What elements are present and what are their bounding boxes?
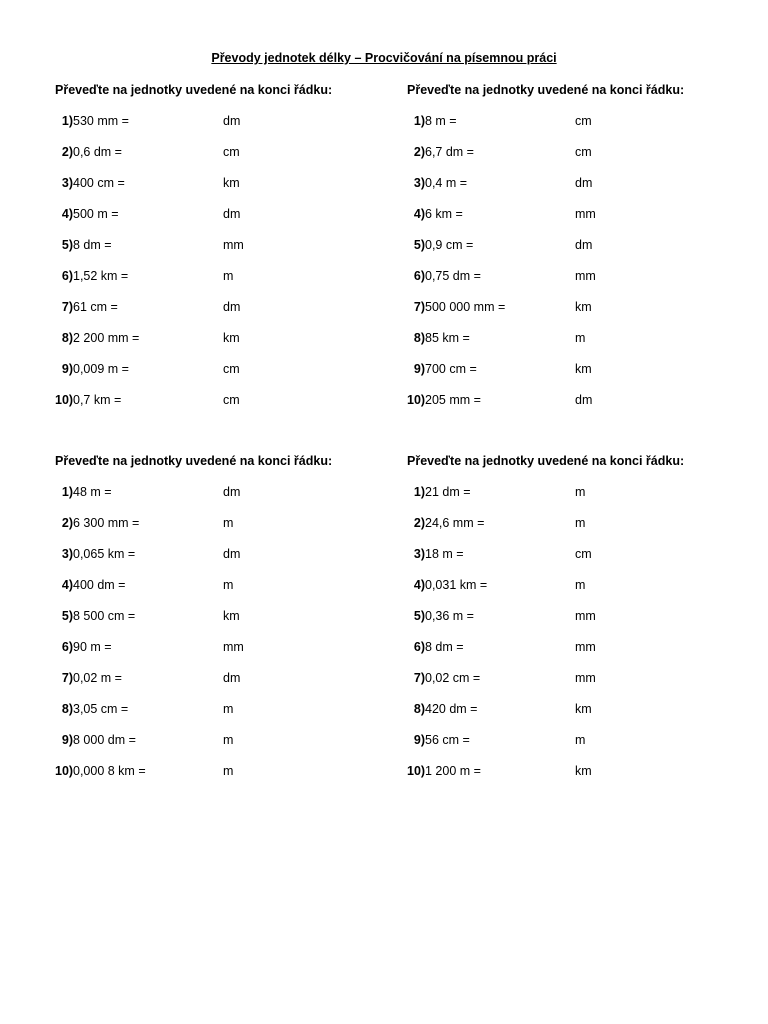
row-expression: 3,05 cm = — [73, 702, 129, 716]
row-number: 8) — [413, 331, 425, 345]
row-expression: 18 m = — [425, 547, 464, 561]
row-expression: 205 mm = — [425, 393, 481, 407]
row-target-unit: cm — [575, 145, 592, 159]
row-expression: 6,7 dm = — [425, 145, 474, 159]
row-target-unit: km — [223, 609, 240, 623]
row-expression: 400 cm = — [73, 176, 125, 190]
exercise-row — [55, 578, 395, 594]
row-number: 2) — [61, 516, 73, 530]
row-number: 4) — [61, 207, 73, 221]
row-expression: 8 m = — [425, 114, 457, 128]
row-target-unit: km — [223, 176, 240, 190]
exercise-row — [55, 176, 395, 192]
row-number: 9) — [61, 733, 73, 747]
row-expression: 8 000 dm = — [73, 733, 136, 747]
row-target-unit: dm — [575, 393, 593, 407]
exercise-row — [55, 331, 395, 347]
row-expression: 0,02 cm = — [425, 671, 481, 685]
row-target-unit: mm — [575, 269, 596, 283]
exercise-row — [407, 516, 747, 532]
exercise-row — [55, 733, 395, 749]
row-number: 4) — [413, 207, 425, 221]
page-title: Převody jednotek délky – Procvičování na písemnou práci — [211, 51, 557, 65]
row-expression: 1,52 km = — [73, 269, 129, 283]
row-number: 5) — [413, 609, 425, 623]
row-expression: 500 000 mm = — [425, 300, 506, 314]
row-number: 1) — [61, 485, 73, 499]
exercise-row — [407, 578, 747, 594]
exercise-row — [407, 207, 747, 223]
row-number: 5) — [61, 609, 73, 623]
exercise-row — [407, 331, 747, 347]
row-number: 6) — [61, 269, 73, 283]
exercise-row — [55, 238, 395, 254]
row-number: 1) — [413, 485, 425, 499]
row-target-unit: cm — [575, 114, 592, 128]
row-expression: 90 m = — [73, 640, 112, 654]
row-number: 10) — [407, 393, 426, 407]
row-number: 2) — [413, 145, 425, 159]
row-expression: 0,4 m = — [425, 176, 468, 190]
row-target-unit: mm — [575, 207, 596, 221]
exercise-row — [55, 362, 395, 378]
row-target-unit: m — [575, 733, 586, 747]
exercise-row — [407, 733, 747, 749]
row-number: 6) — [61, 640, 73, 654]
exercise-row — [55, 609, 395, 625]
row-number: 7) — [61, 300, 73, 314]
row-number: 9) — [61, 362, 73, 376]
row-target-unit: dm — [223, 485, 241, 499]
row-target-unit: dm — [223, 547, 241, 561]
exercise-row — [407, 114, 747, 130]
exercise-row — [55, 114, 395, 130]
exercise-row — [407, 238, 747, 254]
exercise-row — [407, 362, 747, 378]
row-target-unit: cm — [575, 547, 592, 561]
row-target-unit: m — [575, 331, 586, 345]
row-number: 8) — [61, 702, 73, 716]
row-target-unit: m — [223, 269, 234, 283]
row-expression: 530 mm = — [73, 114, 129, 128]
row-expression: 6 300 mm = — [73, 516, 140, 530]
block-heading: Převeďte na jednotky uvedené na konci řádku: — [407, 454, 685, 468]
row-target-unit: dm — [223, 207, 241, 221]
exercise-row — [55, 207, 395, 223]
row-expression: 700 cm = — [425, 362, 477, 376]
row-expression: 1 200 m = — [425, 764, 481, 778]
row-target-unit: mm — [575, 640, 596, 654]
row-target-unit: mm — [575, 671, 596, 685]
row-target-unit: cm — [223, 145, 240, 159]
row-number: 10) — [55, 764, 74, 778]
row-expression: 6 km = — [425, 207, 463, 221]
row-number: 8) — [413, 702, 425, 716]
row-number: 7) — [413, 671, 425, 685]
row-number: 5) — [413, 238, 425, 252]
row-target-unit: mm — [223, 238, 244, 252]
exercise-row — [55, 764, 395, 780]
row-number: 7) — [413, 300, 425, 314]
exercise-row — [407, 145, 747, 161]
row-target-unit: m — [575, 485, 586, 499]
row-expression: 61 cm = — [73, 300, 118, 314]
row-number: 2) — [61, 145, 73, 159]
row-target-unit: km — [223, 331, 240, 345]
row-expression: 420 dm = — [425, 702, 478, 716]
row-target-unit: m — [223, 733, 234, 747]
row-target-unit: m — [223, 702, 234, 716]
row-target-unit: m — [223, 516, 234, 530]
row-target-unit: m — [223, 764, 234, 778]
exercise-row — [407, 764, 747, 780]
row-number: 3) — [413, 547, 425, 561]
exercise-row — [407, 702, 747, 718]
row-expression: 56 cm = — [425, 733, 470, 747]
exercise-row — [55, 671, 395, 687]
row-expression: 48 m = — [73, 485, 112, 499]
row-number: 4) — [413, 578, 425, 592]
exercise-row — [407, 485, 747, 501]
exercise-row — [55, 516, 395, 532]
row-expression: 0,75 dm = — [425, 269, 481, 283]
row-expression: 21 dm = — [425, 485, 471, 499]
row-number: 6) — [413, 640, 425, 654]
exercise-row — [55, 145, 395, 161]
exercise-row — [407, 300, 747, 316]
row-target-unit: cm — [223, 362, 240, 376]
row-target-unit: km — [575, 764, 592, 778]
row-expression: 8 dm = — [73, 238, 112, 252]
row-target-unit: m — [575, 578, 586, 592]
exercise-row — [55, 640, 395, 656]
exercise-row — [55, 300, 395, 316]
exercise-row — [55, 485, 395, 501]
exercise-row — [407, 547, 747, 563]
row-target-unit: km — [575, 702, 592, 716]
row-number: 10) — [407, 764, 426, 778]
row-number: 1) — [413, 114, 425, 128]
row-expression: 0,000 8 km = — [73, 764, 146, 778]
row-expression: 2 200 mm = — [73, 331, 140, 345]
row-target-unit: dm — [575, 176, 593, 190]
row-number: 3) — [61, 547, 73, 561]
row-number: 4) — [61, 578, 73, 592]
row-expression: 85 km = — [425, 331, 470, 345]
row-target-unit: cm — [223, 393, 240, 407]
row-expression: 0,009 m = — [73, 362, 129, 376]
exercise-row — [55, 269, 395, 285]
exercise-row — [407, 269, 747, 285]
row-expression: 0,9 cm = — [425, 238, 474, 252]
row-expression: 400 dm = — [73, 578, 126, 592]
row-number: 1) — [61, 114, 73, 128]
row-target-unit: km — [575, 300, 592, 314]
row-target-unit: m — [575, 516, 586, 530]
row-number: 8) — [61, 331, 73, 345]
exercise-row — [55, 393, 395, 409]
row-expression: 0,6 dm = — [73, 145, 122, 159]
row-expression: 0,065 km = — [73, 547, 136, 561]
row-number: 7) — [61, 671, 73, 685]
exercise-row — [407, 640, 747, 656]
block-heading: Převeďte na jednotky uvedené na konci řádku: — [55, 454, 333, 468]
row-number: 2) — [413, 516, 425, 530]
row-expression: 8 dm = — [425, 640, 464, 654]
row-expression: 0,36 m = — [425, 609, 474, 623]
row-target-unit: dm — [223, 671, 241, 685]
exercise-row — [407, 671, 747, 687]
row-number: 10) — [55, 393, 74, 407]
row-number: 3) — [61, 176, 73, 190]
row-number: 3) — [413, 176, 425, 190]
row-expression: 8 500 cm = — [73, 609, 136, 623]
row-number: 5) — [61, 238, 73, 252]
row-target-unit: mm — [223, 640, 244, 654]
exercise-row — [407, 393, 747, 409]
row-expression: 500 m = — [73, 207, 119, 221]
block-heading: Převeďte na jednotky uvedené na konci řádku: — [407, 83, 685, 97]
exercise-row — [407, 176, 747, 192]
row-target-unit: km — [575, 362, 592, 376]
row-expression: 0,031 km = — [425, 578, 488, 592]
exercise-row — [55, 702, 395, 718]
row-number: 9) — [413, 733, 425, 747]
exercise-row — [55, 547, 395, 563]
row-target-unit: mm — [575, 609, 596, 623]
row-number: 6) — [413, 269, 425, 283]
row-target-unit: dm — [575, 238, 593, 252]
row-target-unit: dm — [223, 114, 241, 128]
row-target-unit: dm — [223, 300, 241, 314]
row-expression: 0,7 km = — [73, 393, 122, 407]
row-number: 9) — [413, 362, 425, 376]
row-expression: 0,02 m = — [73, 671, 122, 685]
block-heading: Převeďte na jednotky uvedené na konci řádku: — [55, 83, 333, 97]
row-target-unit: m — [223, 578, 234, 592]
exercise-row — [407, 609, 747, 625]
row-expression: 24,6 mm = — [425, 516, 485, 530]
